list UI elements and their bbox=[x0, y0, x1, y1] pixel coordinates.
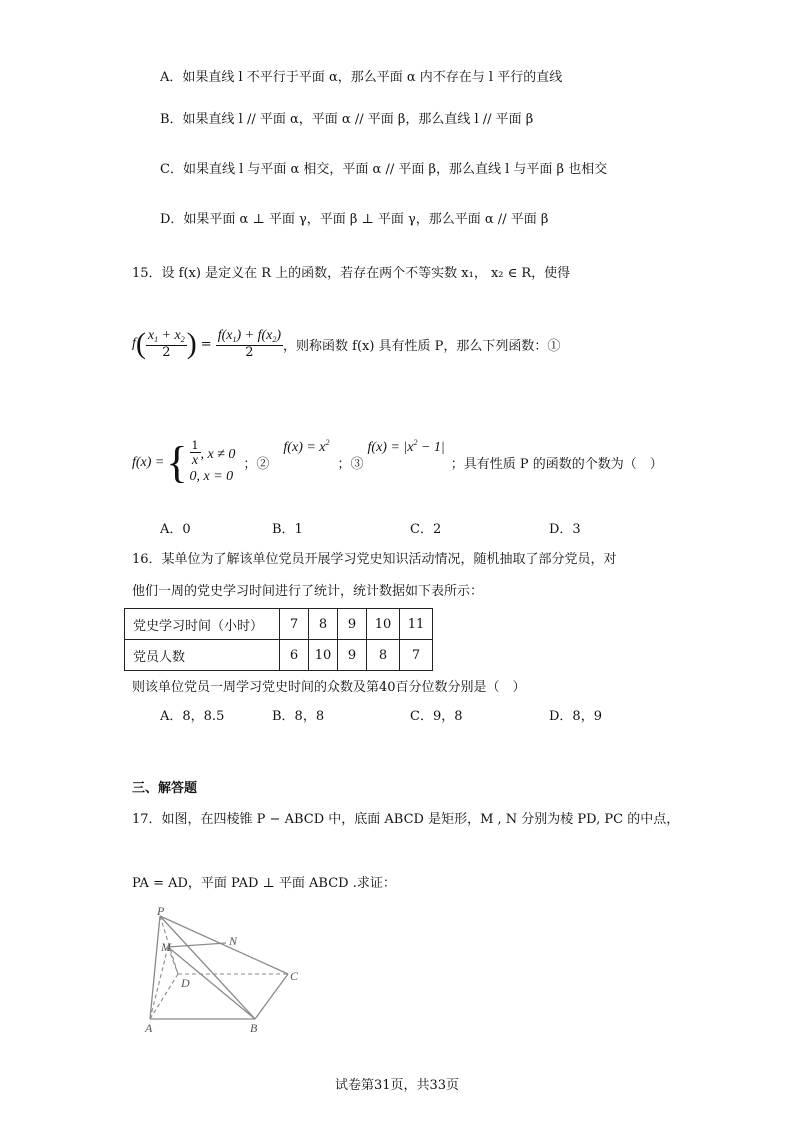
q15-functions: f(x) = { $\frac{1}{x}$ , x ≠ 0 0, x = 0 ；② $f(x) = x^2$ ；③ $f(x) = |x^2 - 1|$ ；具有性质 P 的函数的个数为（ ） bbox=[132, 437, 663, 487]
edge-pb bbox=[160, 916, 255, 1019]
q16-option-b: B．8，8 bbox=[272, 709, 325, 724]
q17-line1: 17．如图，在四棱锥 P − ABCD 中，底面 ABCD 是矩形，M , N 分别为棱 PD, PC 的中点， bbox=[132, 812, 680, 827]
q14-option-d: D．如果平面 α ⊥ 平面 γ，平面 β ⊥ 平面 γ，那么平面 α // 平面 β bbox=[160, 212, 549, 227]
q15-func1: f(x) = { $\frac{1}{x}$ , x ≠ 0 0, x = 0 bbox=[132, 437, 236, 487]
q16-question: 则该单位党员一周学习党史时间的众数及第40百分位数分别是（ ） bbox=[132, 680, 526, 695]
segment-mn bbox=[168, 943, 226, 947]
label-d: D bbox=[181, 976, 190, 990]
q15-option-c: C．2 bbox=[410, 522, 442, 537]
q14-option-b: B．如果直线 l // 平面 α，平面 α // 平面 β，那么直线 l // 平面 β bbox=[160, 112, 534, 127]
q16-option-d: D．8，9 bbox=[549, 709, 602, 724]
q16-line1: 16．某单位为了解该单位党员开展学习党史知识活动情况，随机抽取了部分党员，对 bbox=[132, 552, 617, 567]
table-cell: 6 bbox=[280, 640, 309, 671]
q14-option-a: A．如果直线 l 不平行于平面 α，那么平面 α 内不存在与 l 平行的直线 bbox=[160, 70, 563, 85]
label-a: A bbox=[145, 1021, 153, 1035]
table-cell: 7 bbox=[400, 640, 433, 671]
table-cell: 8 bbox=[309, 609, 338, 640]
q15-option-d: D．3 bbox=[549, 522, 581, 537]
q16-option-a: A．8，8.5 bbox=[160, 709, 225, 724]
table-cell: 9 bbox=[338, 640, 367, 671]
table-cell: 8 bbox=[367, 640, 400, 671]
table-cell: 10 bbox=[309, 640, 338, 671]
table-cell: 7 bbox=[280, 609, 309, 640]
q15-line3-text: ；具有性质 P 的函数的个数为（ ） bbox=[450, 457, 663, 473]
q16-option-c: C．9，8 bbox=[410, 709, 463, 724]
q15-option-b: B．1 bbox=[272, 522, 303, 537]
table-cell: 9 bbox=[338, 609, 367, 640]
page-footer: 试卷第31页，共33页 bbox=[334, 1078, 460, 1093]
pyramid-figure bbox=[140, 905, 310, 1035]
label-p: P bbox=[157, 905, 165, 918]
segment-ma bbox=[150, 947, 168, 1019]
label-c: C bbox=[290, 969, 299, 983]
table-header-cell: 党员人数 bbox=[125, 640, 280, 671]
edge-pa bbox=[150, 916, 160, 1019]
q16-table bbox=[124, 608, 433, 671]
q15-line1: 15．设 f(x) 是定义在 R 上的函数，若存在两个不等实数 x₁， x₂ ∈ R，使得 bbox=[132, 266, 571, 281]
q16-line2: 他们一周的党史学习时间进行了统计，统计数据如下表所示： bbox=[132, 584, 484, 599]
edge-pc bbox=[160, 916, 288, 974]
table-cell: 11 bbox=[400, 609, 433, 640]
q15-func3: $f(x) = |x^2 - 1|$ bbox=[367, 437, 445, 455]
label-m: M bbox=[161, 940, 171, 954]
table-row bbox=[125, 609, 433, 640]
q15-option-a: A．0 bbox=[160, 522, 191, 537]
q17-line2: PA = AD，平面 PAD ⊥ 平面 ABCD .求证： bbox=[132, 876, 396, 891]
edge-bc bbox=[255, 974, 288, 1019]
q15-line2-text: ，则称函数 f(x) 具有性质 P，那么下列函数：① bbox=[283, 338, 561, 354]
label-n: N bbox=[229, 934, 238, 948]
table-row bbox=[125, 640, 433, 671]
q15-definition bbox=[132, 328, 560, 360]
q15-formula: f ( $\frac{x_1 + x_2}{2}$ ) = $\frac{f(x_1) + f(x_2)}{2}$ bbox=[132, 327, 281, 361]
section-title: 三、解答题 bbox=[132, 781, 198, 796]
q14-option-c: C．如果直线 l 与平面 α 相交，平面 α // 平面 β，那么直线 l 与平面 β 也相交 bbox=[160, 162, 608, 177]
label-b: B bbox=[250, 1021, 258, 1035]
table-header-cell: 党史学习时间（小时） bbox=[125, 609, 280, 640]
q15-func2: $f(x) = x^2$ bbox=[283, 437, 330, 455]
table-cell: 10 bbox=[367, 609, 400, 640]
